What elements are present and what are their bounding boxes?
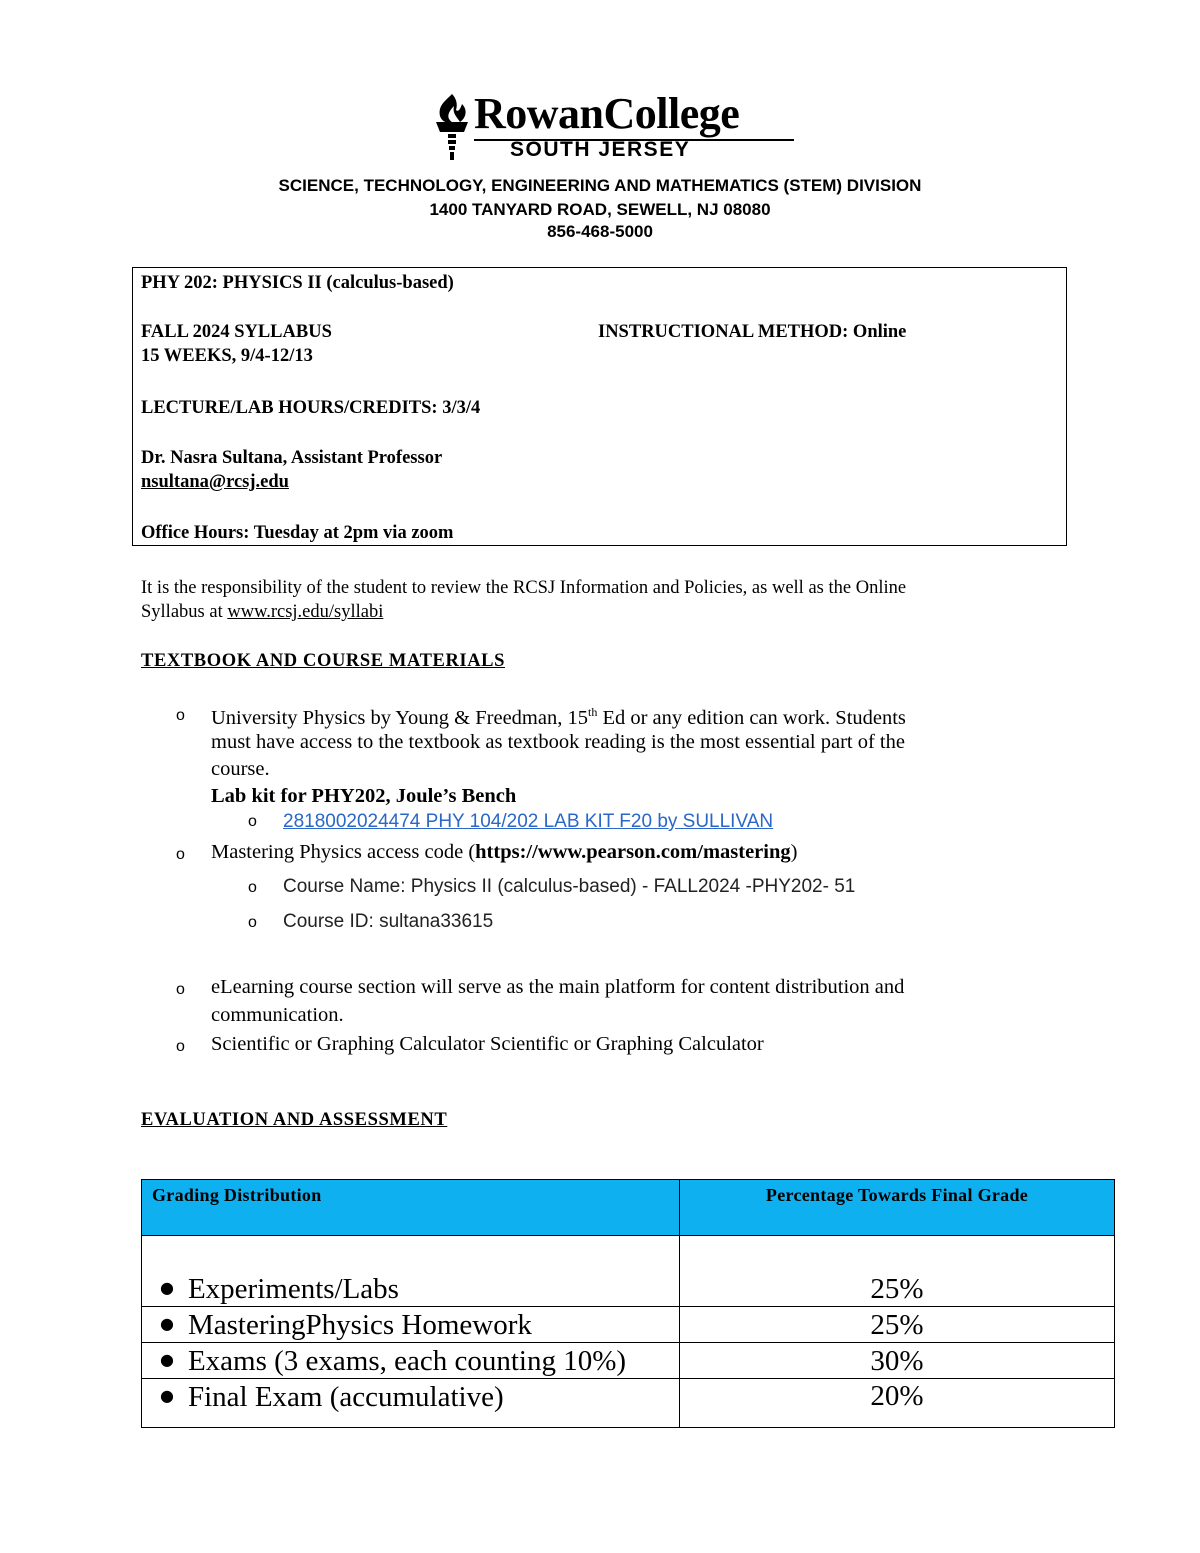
division-name: SCIENCE, TECHNOLOGY, ENGINEERING AND MATHEMATICS (STEM) DIVISION xyxy=(278,176,922,195)
college-phone: 856-468-5000 xyxy=(547,222,653,241)
course-hours: LECTURE/LAB HOURS/CREDITS: 3/3/4 xyxy=(141,398,481,418)
lab-kit-heading: Lab kit for PHY202, Joule’s Bench xyxy=(211,785,517,807)
grade-item-cell xyxy=(142,1343,680,1379)
grade-item: Final Exam (accumulative) xyxy=(187,1381,504,1413)
course-title: PHY 202: PHYSICS II (calculus-based) xyxy=(141,273,454,293)
instructional-method: INSTRUCTIONAL METHOD: Online xyxy=(598,322,907,342)
syllabi-link[interactable]: www.rcsj.edu/syllabi xyxy=(227,602,384,622)
table-row xyxy=(142,1236,1115,1307)
intro-line-1: It is the responsibility of the student to review the RCSJ Information and Policies, as well as the Online xyxy=(141,578,907,598)
grade-item-cell xyxy=(142,1379,680,1428)
course-weeks: 15 WEEKS, 9/4-12/13 xyxy=(141,346,313,366)
elearning-line-2: communication. xyxy=(211,1004,344,1026)
mastering-url: https://www.pearson.com/mastering xyxy=(475,841,791,863)
textbook-line-2: must have access to the textbook as textbook reading is the most essential part of the xyxy=(211,731,905,753)
instructor-email-link[interactable]: nsultana@rcsj.edu xyxy=(141,472,289,492)
table-row xyxy=(142,1307,1115,1343)
percentage-header: Percentage Towards Final Grade xyxy=(680,1180,1115,1236)
table-header-row xyxy=(142,1180,1115,1236)
bullet-glyph: o xyxy=(248,879,257,896)
mastering-suffix: ) xyxy=(790,841,798,863)
bullet-glyph: o xyxy=(176,981,185,998)
grade-percent: 20% xyxy=(680,1379,1115,1428)
textbook-line-1 xyxy=(211,698,906,732)
intro-line-2 xyxy=(141,600,383,624)
mastering-prefix: Mastering Physics access code ( xyxy=(211,841,476,863)
grading-table xyxy=(141,1179,1115,1428)
course-term: FALL 2024 SYLLABUS xyxy=(141,322,332,342)
evaluation-heading: EVALUATION AND ASSESSMENT xyxy=(141,1110,448,1130)
office-hours: Office Hours: Tuesday at 2pm via zoom xyxy=(141,523,454,543)
grade-item: Exams (3 exams, each counting 10%) xyxy=(187,1345,627,1377)
textbook-title: University Physics by Young & Freedman, 15 xyxy=(211,706,588,729)
bullet-dot-icon: ● xyxy=(160,1314,174,1333)
lab-kit-link[interactable]: 2818002024474 PHY 104/202 LAB KIT F20 by SULLIVAN xyxy=(283,811,774,832)
college-address: 1400 TANYARD ROAD, SEWELL, NJ 08080 xyxy=(429,200,771,219)
bullet-glyph: o xyxy=(176,707,185,724)
textbook-line-3: course. xyxy=(211,758,270,780)
grading-distribution-header: Grading Distribution xyxy=(142,1180,680,1236)
bullet-glyph: o xyxy=(176,1038,185,1055)
intro-line-2-prefix: Syllabus at xyxy=(141,602,228,622)
grade-item: MasteringPhysics Homework xyxy=(187,1309,532,1341)
materials-heading: TEXTBOOK AND COURSE MATERIALS xyxy=(141,651,505,671)
textbook-note: Ed or any edition can work. Students xyxy=(597,706,906,729)
grade-item-cell xyxy=(142,1236,680,1307)
bullet-glyph: o xyxy=(248,813,257,830)
logo-subtitle: SOUTH JERSEY xyxy=(510,138,691,161)
college-logo xyxy=(430,89,770,168)
bullet-glyph: o xyxy=(176,846,185,863)
calculator-item: Scientific or Graphing Calculator Scientific or Graphing Calculator xyxy=(211,1033,764,1055)
torch-icon xyxy=(430,92,474,162)
grade-percent: 30% xyxy=(680,1343,1115,1379)
bullet-dot-icon: ● xyxy=(160,1350,174,1369)
grade-percent: 25% xyxy=(680,1236,1115,1307)
logo-wordmark: RowanCollege xyxy=(474,89,740,138)
mastering-course-name: Course Name: Physics II (calculus-based) - FALL2024 -PHY202- 51 xyxy=(283,876,856,897)
bullet-dot-icon: ● xyxy=(160,1278,174,1297)
mastering-access-line xyxy=(211,838,797,866)
bullet-dot-icon: ● xyxy=(160,1386,174,1405)
bullet-glyph: o xyxy=(248,914,257,931)
table-row xyxy=(142,1343,1115,1379)
grade-item-cell xyxy=(142,1307,680,1343)
grade-percent: 25% xyxy=(680,1307,1115,1343)
grade-item: Experiments/Labs xyxy=(187,1273,399,1305)
instructor-name: Dr. Nasra Sultana, Assistant Professor xyxy=(141,448,443,468)
table-row xyxy=(142,1379,1115,1428)
edition-suffix: th xyxy=(587,705,598,719)
elearning-line-1: eLearning course section will serve as the main platform for content distribution and xyxy=(211,976,905,998)
mastering-course-id: Course ID: sultana33615 xyxy=(283,911,494,932)
